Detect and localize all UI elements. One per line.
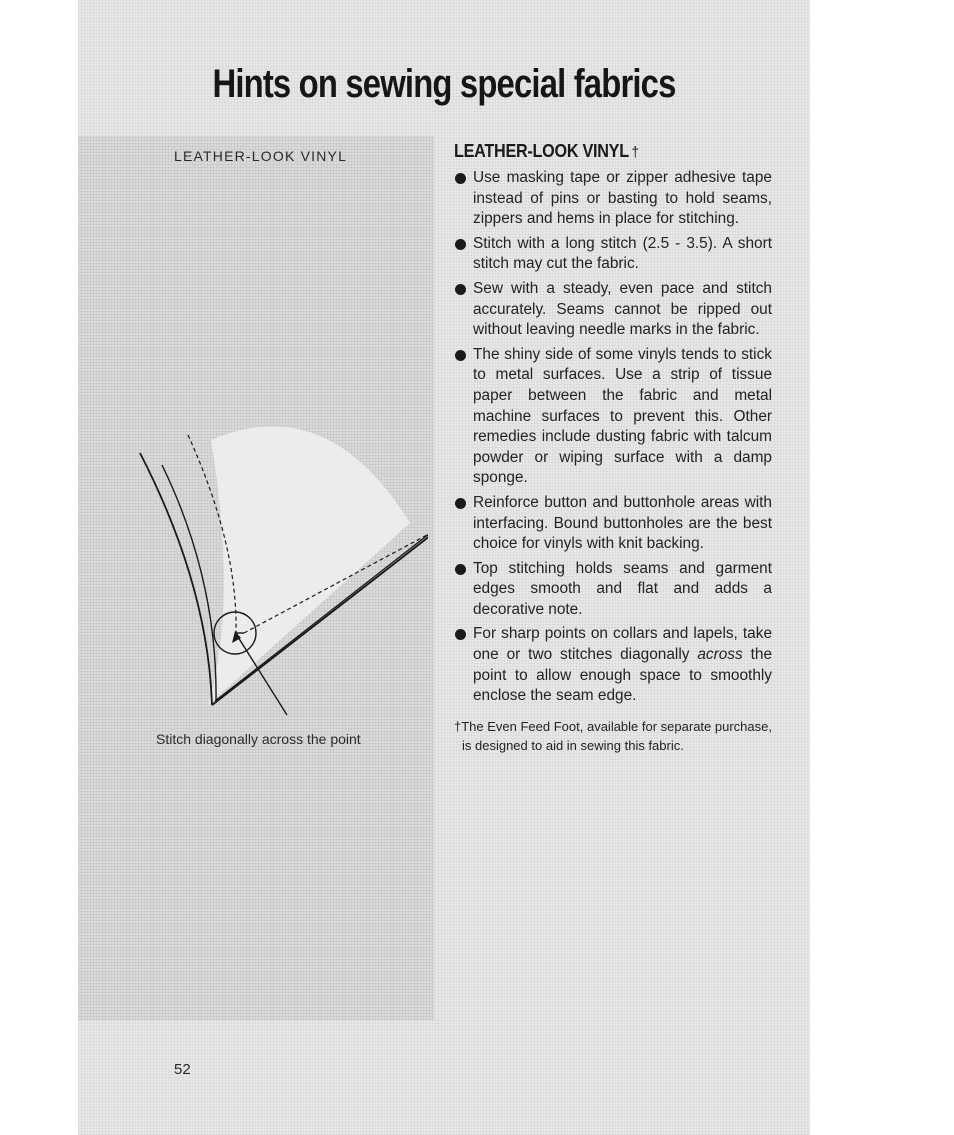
fabric-piece [208, 426, 410, 705]
collar-inner-edge [162, 465, 216, 703]
bullet-dot-icon [455, 173, 466, 184]
hint-text: Stitch with a long stitch (2.5 - 3.5). A short stitch may cut the fabric. [473, 234, 772, 273]
page-title: Hints on sewing special fabrics [212, 62, 676, 106]
hint-text: Sew with a steady, even pace and stitch accurately. Seams cannot be ripped out without leaving needle marks in the fabric. [473, 279, 772, 339]
hint-emphasis: across [697, 646, 743, 664]
footnote: †The Even Feed Foot, available for separate purchase, is designed to aid in sewing this fabric. [454, 718, 772, 754]
bullet-dot-icon [455, 564, 466, 575]
hint-text-before: For sharp points on collars and lapels, take one or two stitches diagonally [473, 625, 772, 664]
bullet-dot-icon [455, 629, 466, 640]
hint-text: The shiny side of some vinyls tends to stick to metal surfaces. Use a strip of tissue paper between the fabric and metal machine surfaces to prevent this. Other remedies include dusting fabric with talcum powder or wiping surface with a damp sponge. [473, 345, 772, 487]
hint-item [454, 168, 772, 230]
hint-text: Reinforce button and buttonhole areas with interfacing. Bound buttonholes are the best choice for vinyls with knit backing. [473, 493, 772, 553]
hint-item [454, 279, 772, 341]
hint-list [454, 168, 772, 707]
illustration-heading: LEATHER-LOOK VINYL [174, 148, 348, 164]
hint-item [454, 624, 772, 706]
manual-page [78, 0, 810, 1135]
bullet-dot-icon [455, 239, 466, 250]
hint-item [454, 559, 772, 621]
section-heading-text: LEATHER-LOOK VINYL [454, 141, 629, 161]
dagger-mark: † [631, 144, 639, 161]
collar-outer-edge [140, 453, 212, 705]
instructions-column [454, 141, 772, 756]
hint-text-after: the point to allow enough space to smoothly enclose the seam edge. [473, 646, 773, 705]
bullet-dot-icon [455, 284, 466, 295]
page-number: 52 [174, 1061, 191, 1078]
bullet-dot-icon [455, 498, 466, 509]
hint-item [454, 493, 772, 555]
section-heading [454, 141, 740, 162]
hint-text: Use masking tape or zipper adhesive tape instead of pins or basting to hold seams, zippers and hems in place for stitching. [473, 169, 772, 228]
illustration-caption: Stitch diagonally across the point [156, 731, 361, 747]
hint-item [454, 234, 772, 275]
hint-text: Top stitching holds seams and garment edges smooth and flat and adds a decorative note. [473, 559, 772, 618]
bullet-dot-icon [455, 350, 466, 361]
hint-item [454, 345, 772, 489]
collar-point-illustration [128, 405, 428, 725]
